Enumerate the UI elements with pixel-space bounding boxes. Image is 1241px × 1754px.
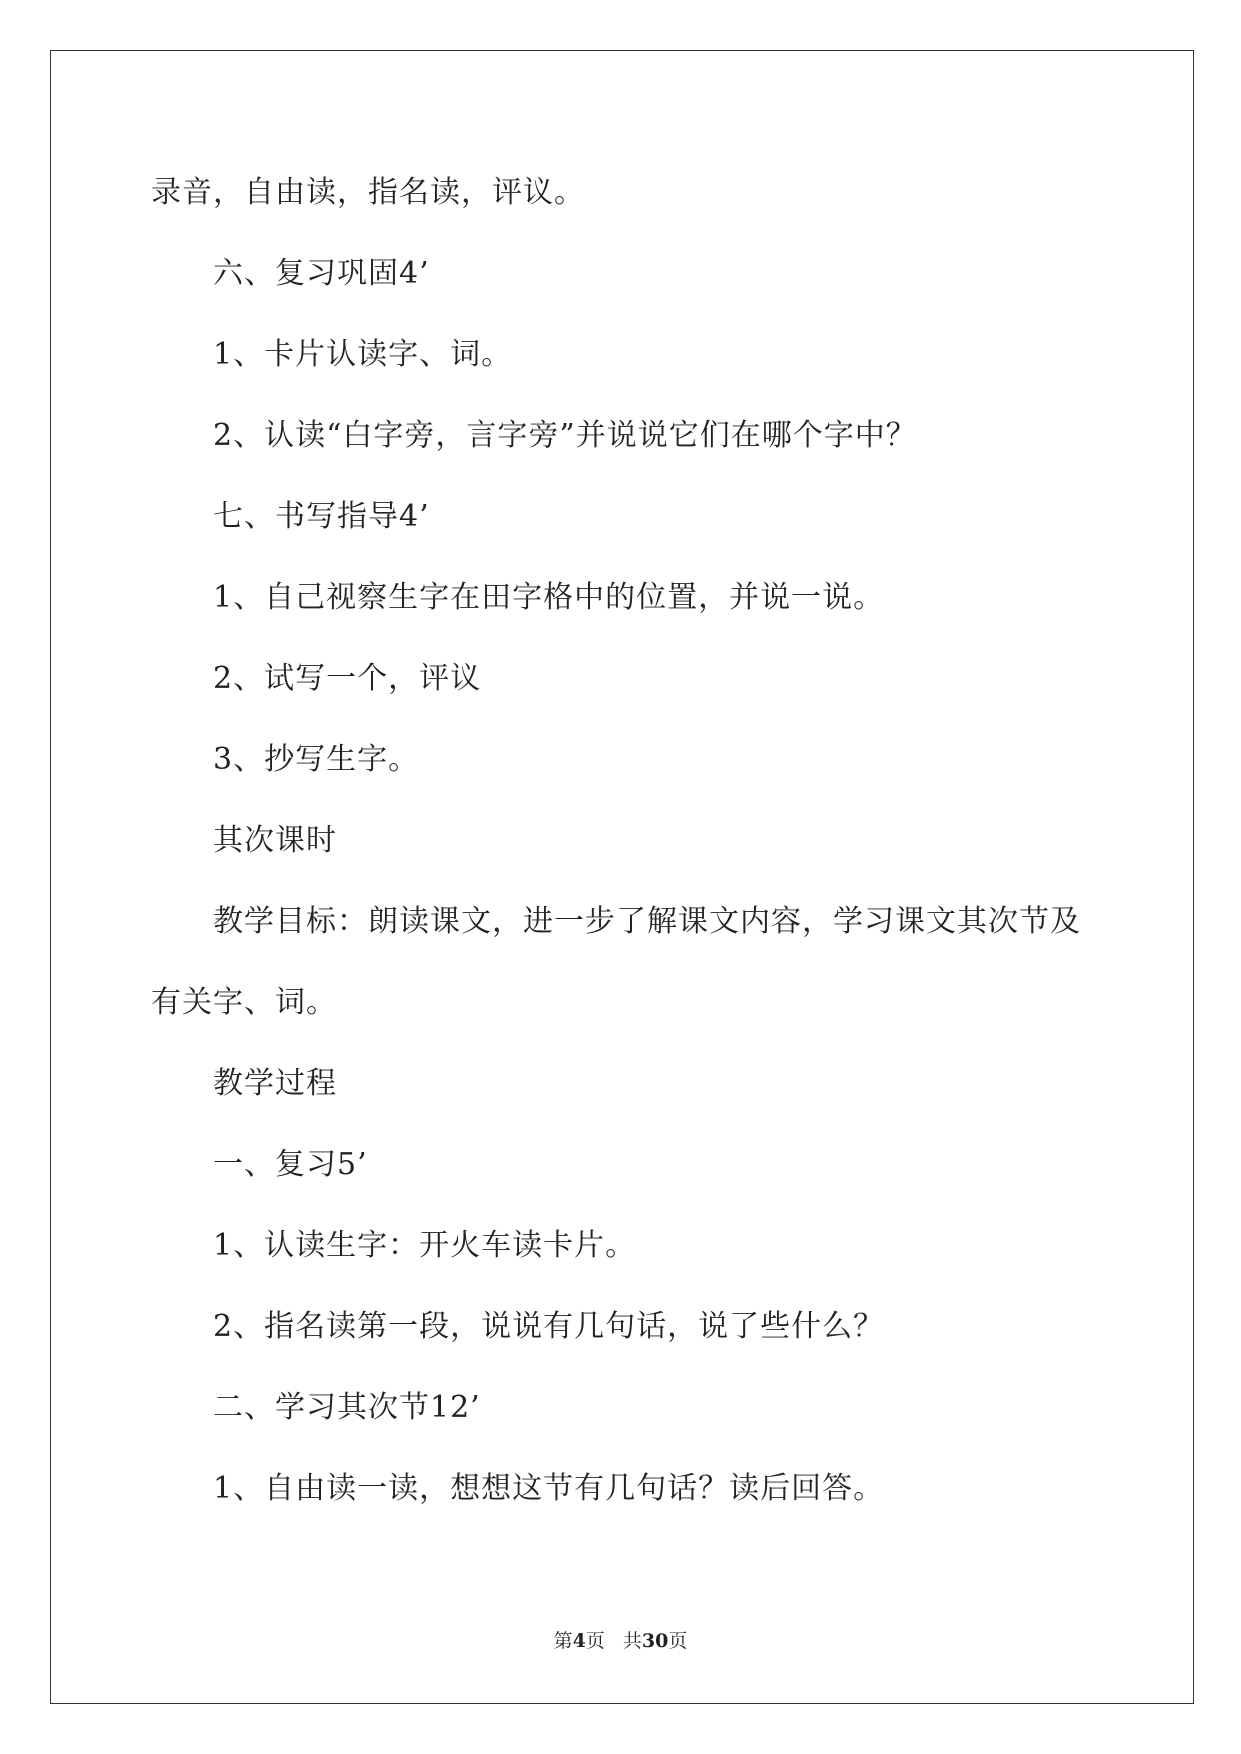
- paragraph-line: 有关字、词。: [151, 985, 337, 1020]
- paragraph-line: 1、自由读一读，想想这节有几句话？读后回答。: [213, 1471, 885, 1506]
- section-heading: 七、书写指导4’: [213, 499, 430, 534]
- paragraph-line: 2、认读“白字旁，言字旁”并说说它们在哪个字中？: [213, 418, 917, 453]
- page-footer: [0, 1628, 1241, 1654]
- section-heading: 其次课时: [213, 823, 337, 858]
- paragraph-line: 1、自己视察生字在田字格中的位置，并说一说。: [213, 580, 885, 615]
- paragraph-line: 2、试写一个，评议: [213, 661, 482, 696]
- paragraph-line: 1、卡片认读字、词。: [213, 337, 513, 372]
- paragraph-line: 1、认读生字：开火车读卡片。: [213, 1228, 637, 1263]
- footer-page-suffix: 页: [585, 1630, 605, 1652]
- page-border: [50, 50, 1194, 1704]
- section-heading: 教学过程: [213, 1066, 337, 1101]
- paragraph-line: 3、抄写生字。: [213, 742, 420, 777]
- footer-total-pages: 30: [641, 1630, 669, 1652]
- section-heading: 一、复习5’: [213, 1147, 368, 1182]
- section-heading: 二、学习其次节12’: [213, 1390, 481, 1425]
- footer-total-prefix: 共: [622, 1630, 642, 1652]
- section-heading: 六、复习巩固4’: [213, 256, 430, 291]
- footer-total-suffix: 页: [668, 1630, 688, 1652]
- paragraph-line: 教学目标：朗读课文，进一步了解课文内容，学习课文其次节及: [213, 904, 1081, 939]
- footer-page-number: 4: [572, 1630, 586, 1652]
- footer-page-prefix: 第: [553, 1630, 573, 1652]
- paragraph-line: 录音，自由读，指名读，评议。: [151, 175, 585, 210]
- paragraph-line: 2、指名读第一段，说说有几句话，说了些什么？: [213, 1309, 885, 1344]
